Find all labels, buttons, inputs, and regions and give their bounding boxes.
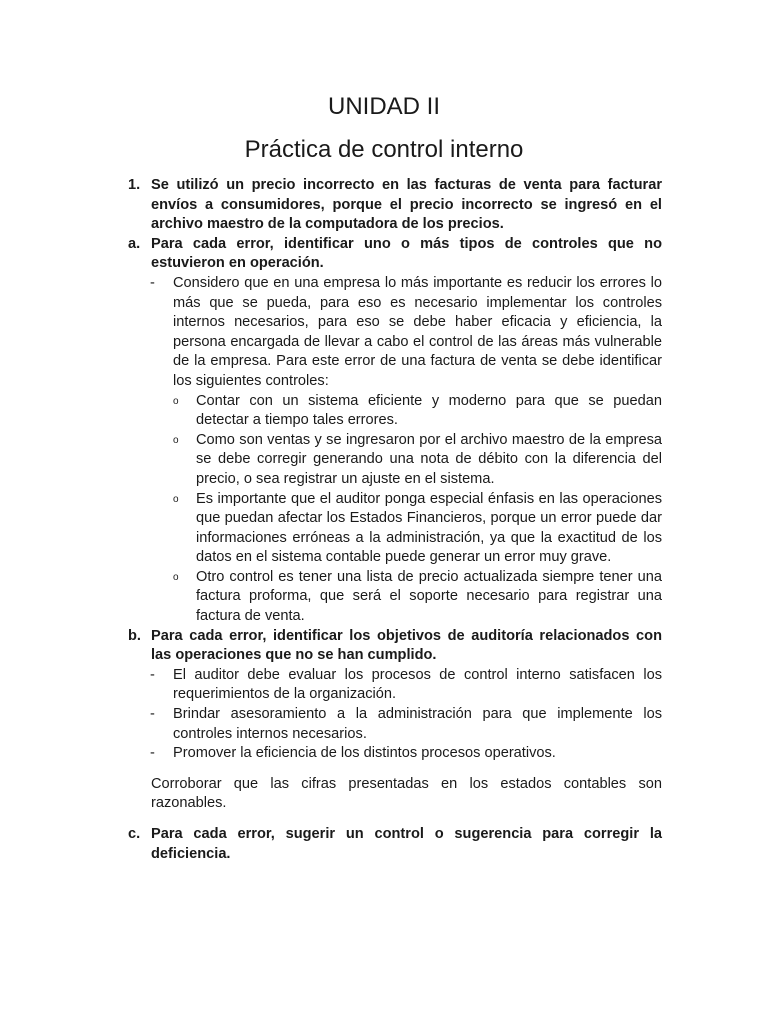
control-item xyxy=(173,490,662,568)
controls-list xyxy=(173,392,662,627)
control-item xyxy=(173,431,662,490)
control-item-text: Es importante que el auditor ponga especial énfasis en las operaciones que puedan afectar los Estados Financieros, porque un error puede dar informaciones erróneas a la administración, ya que la exactitud de los datos en el sistema contable puede generar un error muy grave. xyxy=(196,490,662,566)
question-a xyxy=(128,235,662,274)
question-1-text: Se utilizó un precio incorrecto en las facturas de venta para facturar envíos a consumidores, porque el precio incorrecto se ingresó en el archivo maestro de la computadora de los precios. xyxy=(151,177,662,233)
question-b-marker: b. xyxy=(128,627,141,644)
question-c xyxy=(128,825,662,864)
circle-bullet: o xyxy=(173,434,179,446)
answer-b-item xyxy=(150,666,662,705)
question-c-marker: c. xyxy=(128,826,141,842)
answer-b-list xyxy=(150,666,662,764)
control-item xyxy=(173,568,662,627)
answer-b-item xyxy=(150,705,662,744)
dash-bullet: - xyxy=(150,745,155,762)
question-c-text: Para cada error, sugerir un control o sugerencia para corregir la deficiencia. xyxy=(151,826,662,862)
dash-bullet: - xyxy=(150,274,155,291)
question-1-marker: 1. xyxy=(128,177,141,193)
control-item-text: Otro control es tener una lista de precio actualizada siempre tener una factura proforma, que será el soporte necesario para registrar una factura de venta. xyxy=(196,568,662,625)
question-a-text: Para cada error, identificar uno o más tipos de controles que no estuvieron en operación. xyxy=(151,235,662,272)
control-item-text: Como son ventas y se ingresaron por el archivo maestro de la empresa se debe corregir generando una nota de débito con la diferencia del precio, o sea registrar un ajuste en el sistema. xyxy=(196,431,662,487)
answer-b-text: Promover la eficiencia de los distintos procesos operativos. xyxy=(173,745,556,762)
circle-bullet: o xyxy=(173,395,179,407)
answer-a-item xyxy=(150,274,662,392)
answer-b-text: Brindar asesoramiento a la administración para que implemente los controles internos necesarios. xyxy=(173,706,662,742)
spacer xyxy=(128,814,662,825)
dash-bullet: - xyxy=(150,706,155,723)
answer-b-paragraph: Corroborar que las cifras presentadas en los estados contables son razonables. xyxy=(151,775,662,812)
circle-bullet: o xyxy=(173,571,179,583)
dash-bullet: - xyxy=(150,666,155,683)
answer-b-item xyxy=(150,744,662,764)
practice-subtitle: Práctica de control interno xyxy=(244,136,524,163)
question-b xyxy=(128,627,662,666)
document-body xyxy=(128,176,662,864)
question-a-marker: a. xyxy=(128,235,141,252)
unit-title: UNIDAD II xyxy=(327,93,440,120)
control-item-text: Contar con un sistema eficiente y moderno para que se puedan detectar a tiempo tales errores. xyxy=(196,392,662,429)
question-1 xyxy=(128,176,662,235)
control-item xyxy=(173,392,662,431)
answer-a-list xyxy=(150,274,662,392)
answer-b-text: El auditor debe evaluar los procesos de control interno satisfacen los requerimientos de la organización. xyxy=(173,666,662,703)
answer-a-text: Considero que en una empresa lo más importante es reducir los errores lo más que se pueda, para eso es necesario implementar los controles internos necesarios, para eso se debe haber eficacia y eficiencia, la persona encargada de llevar a cabo el control de las áreas más vulnerable de la empresa. Para este error de una factura de venta se debe identificar los siguientes controles: xyxy=(173,274,662,389)
circle-bullet: o xyxy=(173,493,179,505)
question-b-text: Para cada error, identificar los objetivos de auditoría relacionados con las operaciones que no se han cumplido. xyxy=(151,627,662,664)
